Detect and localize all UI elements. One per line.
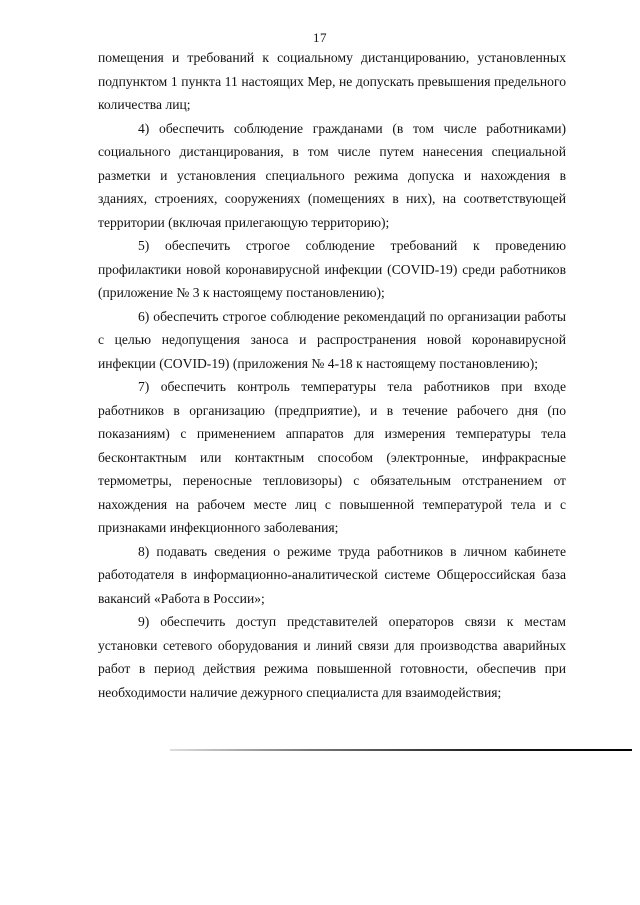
paragraph-item-4: 4) обеспечить соблюдение гражданами (в том числе работниками) социального дистанцирования, в том числе путем нанесения специальной разметки и установления специального режима допуска и нахождения в зданиях, строениях, сооружениях (помещениях в них), на соответствующей территории (включая прилегающую территорию); [98, 120, 566, 230]
paragraph-item-6: 6) обеспечить строгое соблюдение рекомендаций по организации работы с целью недопущения заноса и распространения новой коронавирусной инфекции (COVID-19) (приложения № 4-18 к настоящему постановлению); [98, 308, 566, 371]
paragraph-item-5: 5) обеспечить строгое соблюдение требований к проведению профилактики новой коронавирусной инфекции (COVID-19) среди работников (приложение № 3 к настоящему постановлению); [98, 238, 566, 300]
paragraph-continuation: помещения и требований к социальному дистанцированию, установленных подпунктом 1 пункта 11 настоящих Мер, не допускать превышения предельного количества лиц; [98, 50, 566, 112]
page-number: 17 [313, 30, 327, 45]
document-body [98, 46, 566, 704]
paragraph-item-8: 8) подавать сведения о режиме труда работников в личном кабинете работодателя в информационно-аналитической системе Общероссийская база вакансий «Работа в России»; [98, 543, 566, 606]
paragraph-item-7: 7) обеспечить контроль температуры тела работников при входе работников в организацию (предприятие), и в течение рабочего дня (по показаниям) с применением аппаратов для измерения температуры тела бесконтактным или контактным способом (электронные, инфракрасные термометры, переносные тепловизоры) с обязательным отстранением от нахождения на рабочем месте лиц с повышенной температурой тела и с признаками инфекционного заболевания; [98, 379, 566, 535]
paragraph-item-9: 9) обеспечить доступ представителей операторов связи к местам установки сетевого оборудования и линий связи для производства аварийных работ в период действия режима повышенной готовности, обеспечив при необходимости наличие дежурного специалиста для взаимодействия; [98, 614, 566, 700]
footer-divider-line [170, 749, 632, 751]
